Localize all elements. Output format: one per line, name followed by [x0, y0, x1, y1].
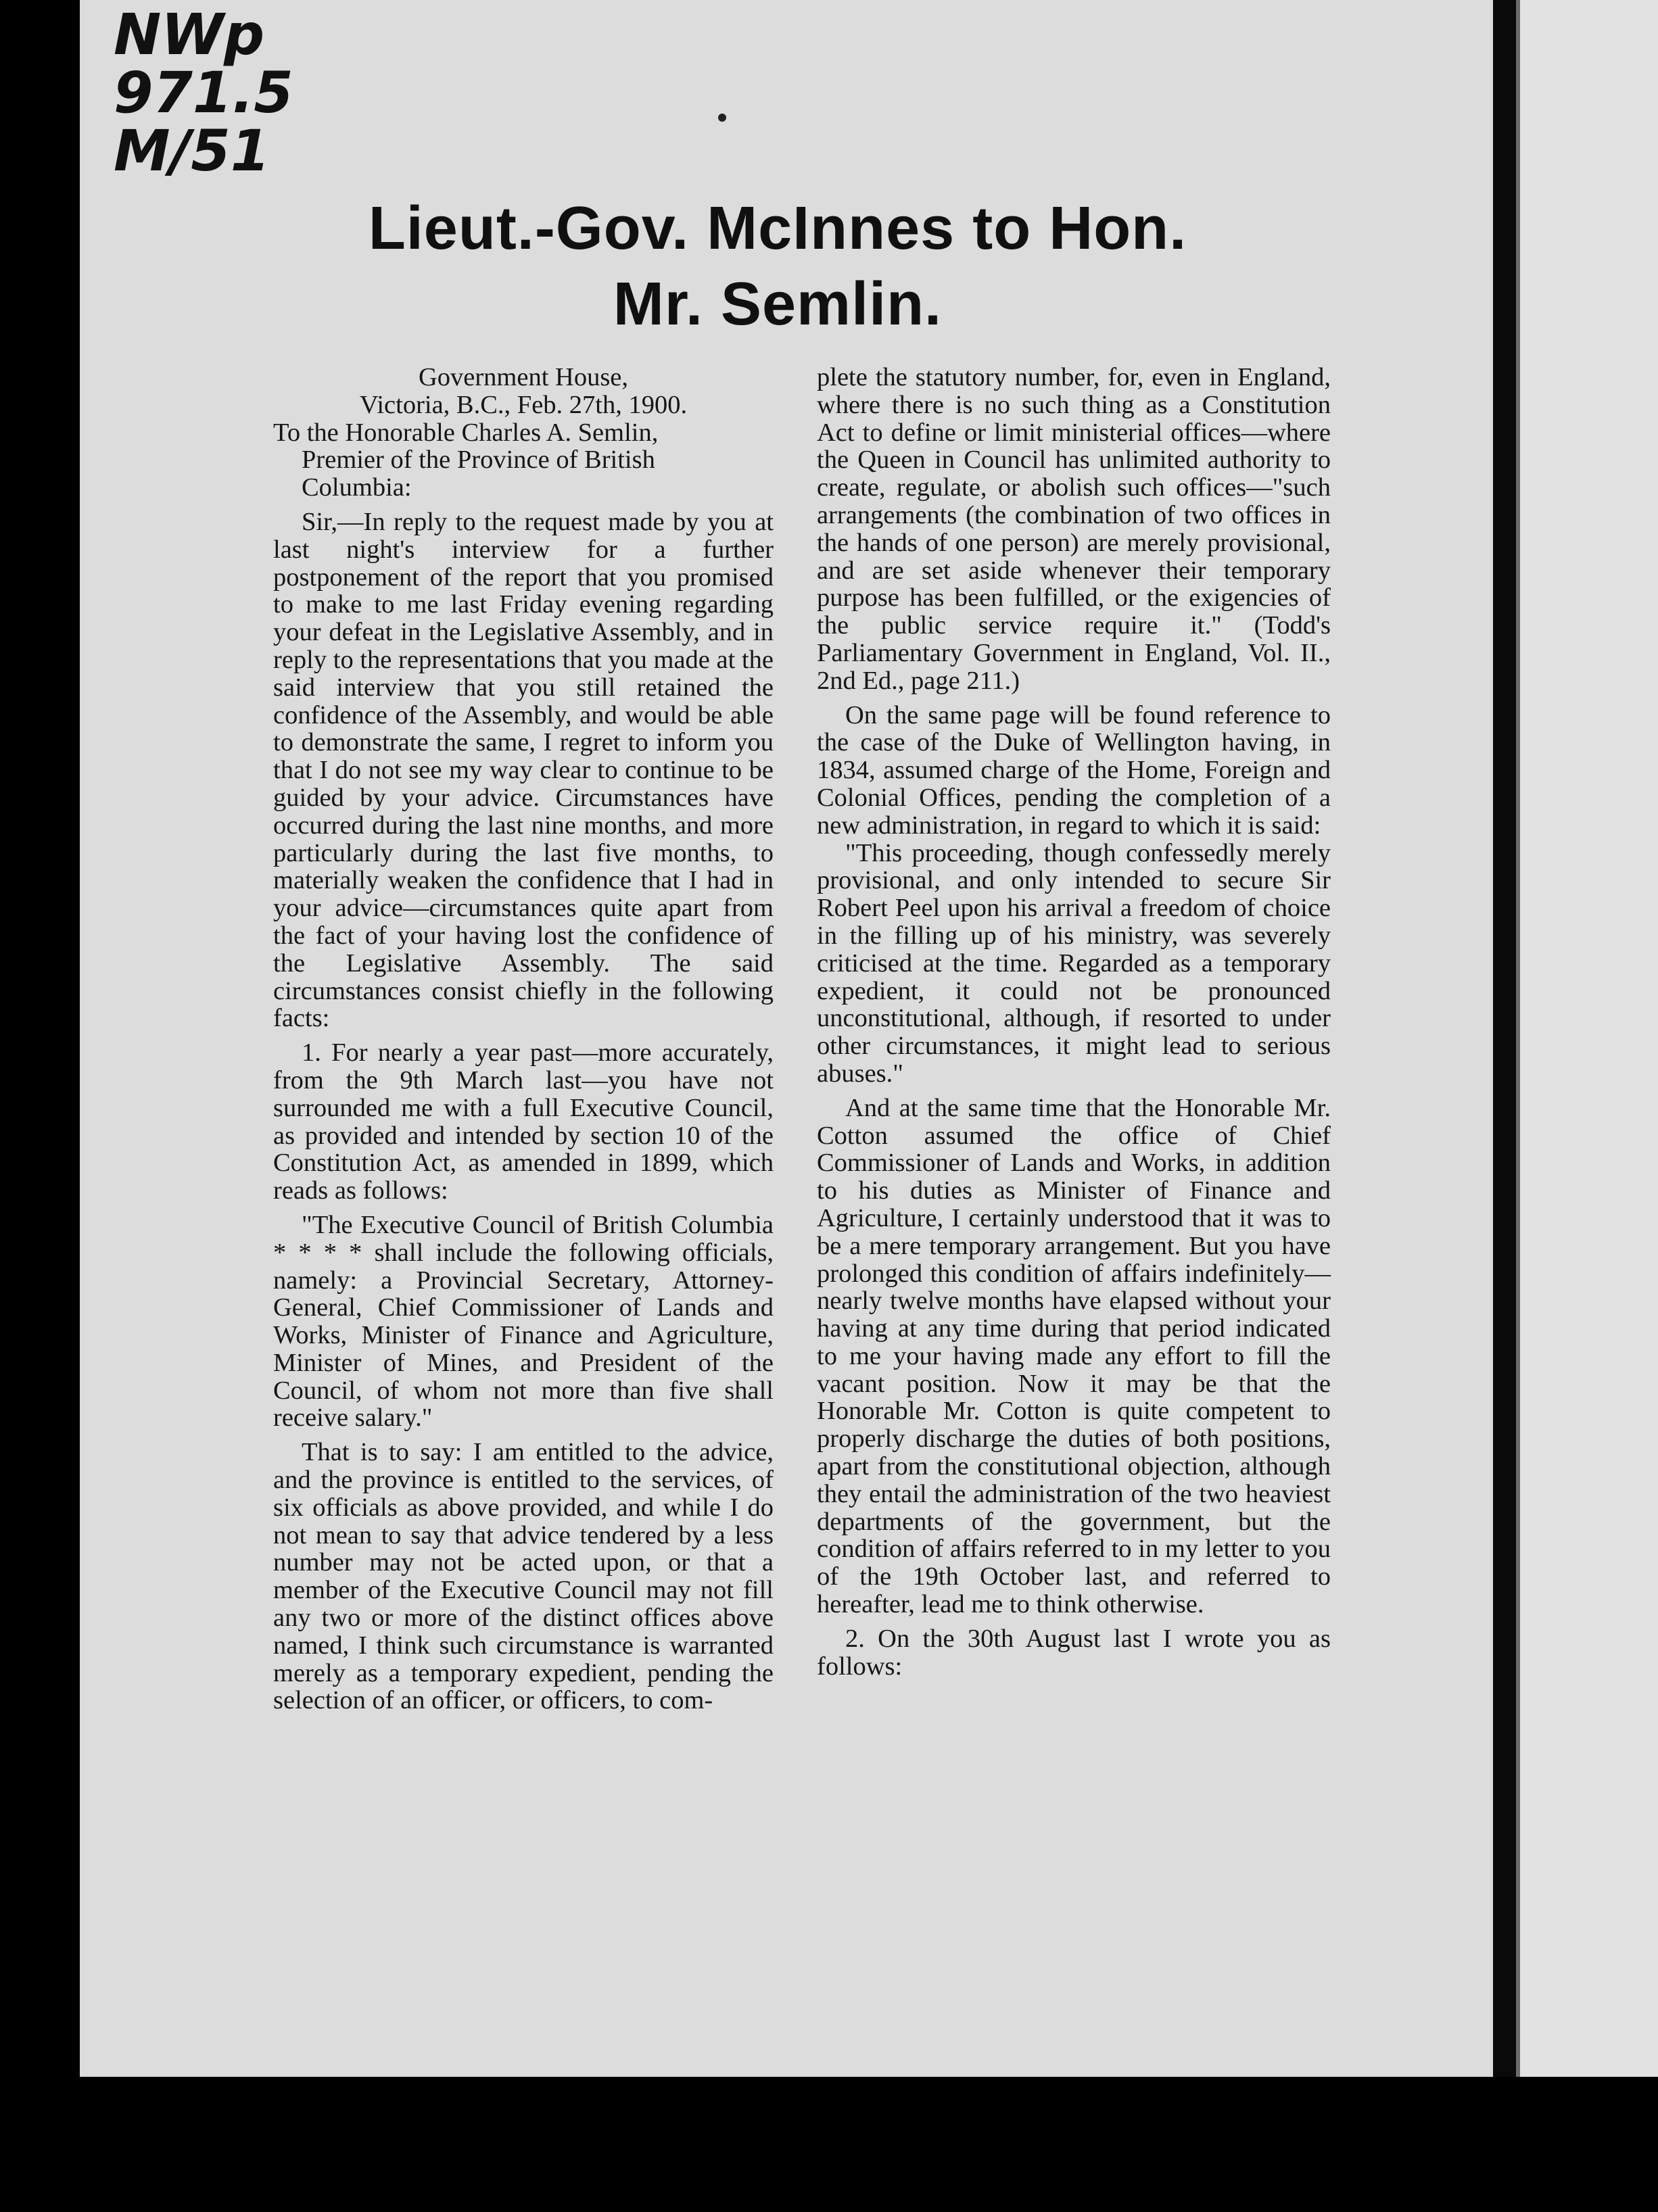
- call-number: [114, 1, 293, 184]
- address-line: Columbia:: [302, 473, 412, 502]
- call-number-line: NWp: [114, 1, 265, 68]
- address-line: To the Honorable Charles A. Semlin,: [273, 418, 659, 447]
- document-title: [203, 191, 1352, 342]
- paragraph: And at the same time that the Honorable Mr. Cotton assumed the office of Chief Commissioner of Lands and Works, in addition to his duties as Minister of Finance and Agriculture, I certainly understood that it was to be a mere temporary arrangement. But you have prolonged this condition of affairs indefinitely—nearly twelve months have elapsed without your having at any time during that period indicated to me your having made any effort to fill the vacant position. Now it may be that the Honorable Mr. Cotton is quite competent to properly discharge the duties of both positions, apart from the constitutional objection, although they entail the administration of the two heaviest departments of the government, but the condition of affairs referred to in my letter to you of the 19th October last, and referred to hereafter, lead me to think otherwise.: [817, 1093, 1331, 1619]
- paragraph: plete the statutory number, for, even in England, where there is no such thing as a Constitution Act to define or limit ministerial offices—where the Queen in Council has unlimited authority to create, regulate, or abolish such offices—"such arrangements (the combination of two offices in the hands of one person) are merely provisional, and are set aside whenever their temporary purpose has been fulfilled, or the exigencies of the public service require it." (Todd's Parliamentary Government in England, Vol. II., 2nd Ed., page 211.): [817, 363, 1331, 695]
- header-line: Victoria, B.C., Feb. 27th, 1900.: [359, 390, 688, 419]
- paragraph: Sir,—In reply to the request made by you at last night's interview for a further postponement of the report that you promised to make to me last Friday evening regarding your defeat in the Legislative Assembly, and in reply to the representations that you made at the said interview that you still retained the confidence of the Assembly, and would be able to demonstrate the same, I regret to inform you that I do not see my way clear to continue to be guided by your advice. Circumstances have occurred during the last nine months, and more particularly during the last five months, to materially weaken the confidence that I had in your advice—circumstances quite apart from the fact of your having lost the confidence of the Legislative Assembly. The said circumstances consist chiefly in the following facts:: [273, 507, 774, 1033]
- paragraph: On the same page will be found reference to the case of the Duke of Wellington having, in 1834, assumed charge of the Home, Foreign and Colonial Offices, pending the completion of a new administration, in regard to which it is said:: [817, 700, 1331, 840]
- film-border-left: [0, 0, 80, 2212]
- call-number-line: M/51: [114, 118, 270, 184]
- title-line: Mr. Semlin.: [613, 270, 943, 338]
- title-line: Lieut.-Gov. McInnes to Hon.: [368, 195, 1187, 262]
- paragraph: That is to say: I am entitled to the advice, and the province is entitled to the services, of six officials as above provided, and while I do not mean to say that advice tendered by a less number may not be acted upon, or that a member of the Executive Council may not fill any two or more of the distinct offices above named, I think such circumstance is warranted merely as a temporary expedient, pending the selection of an officer, or officers, to com-: [273, 1438, 774, 1715]
- paragraph: 1. For nearly a year past—more accurately, from the 9th March last—you have not surrounded me with a full Executive Council, as provided and intended by section 10 of the Constitution Act, as amended in 1899, which reads as follows:: [273, 1038, 774, 1205]
- left-column: [273, 364, 774, 1714]
- header-line: Government House,: [418, 363, 629, 391]
- print-mark: [718, 114, 726, 122]
- film-border-bottom: [80, 2077, 1658, 2212]
- right-column: [817, 364, 1331, 1680]
- adjacent-page: [1516, 0, 1658, 2077]
- adjacent-page-edge: [1516, 0, 1520, 2077]
- call-number-line: 971.5: [114, 59, 293, 126]
- address-line: Premier of the Province of British: [302, 446, 655, 475]
- quotation: "The Executive Council of British Columbia * * * * shall include the following officials, namely: a Provincial Secretary, Attorney-General, Chief Commissioner of Lands and Works, Minister of Finance and Agriculture, Minister of Mines, and President of the Council, of whom not more than five shall receive salary.": [273, 1210, 774, 1433]
- paragraph: 2. On the 30th August last I wrote you as follows:: [817, 1624, 1331, 1681]
- quotation: "This proceeding, though confessedly merely provisional, and only intended to secure Sir Robert Peel upon his arrival a freedom of choice in the filling up of his ministry, was severely criticised at the time. Regarded as a temporary expedient, it could not be pronounced unconstitutional, although, if resorted to under other circumstances, it might lead to serious abuses.": [817, 838, 1331, 1088]
- page-gutter: [1493, 0, 1516, 2077]
